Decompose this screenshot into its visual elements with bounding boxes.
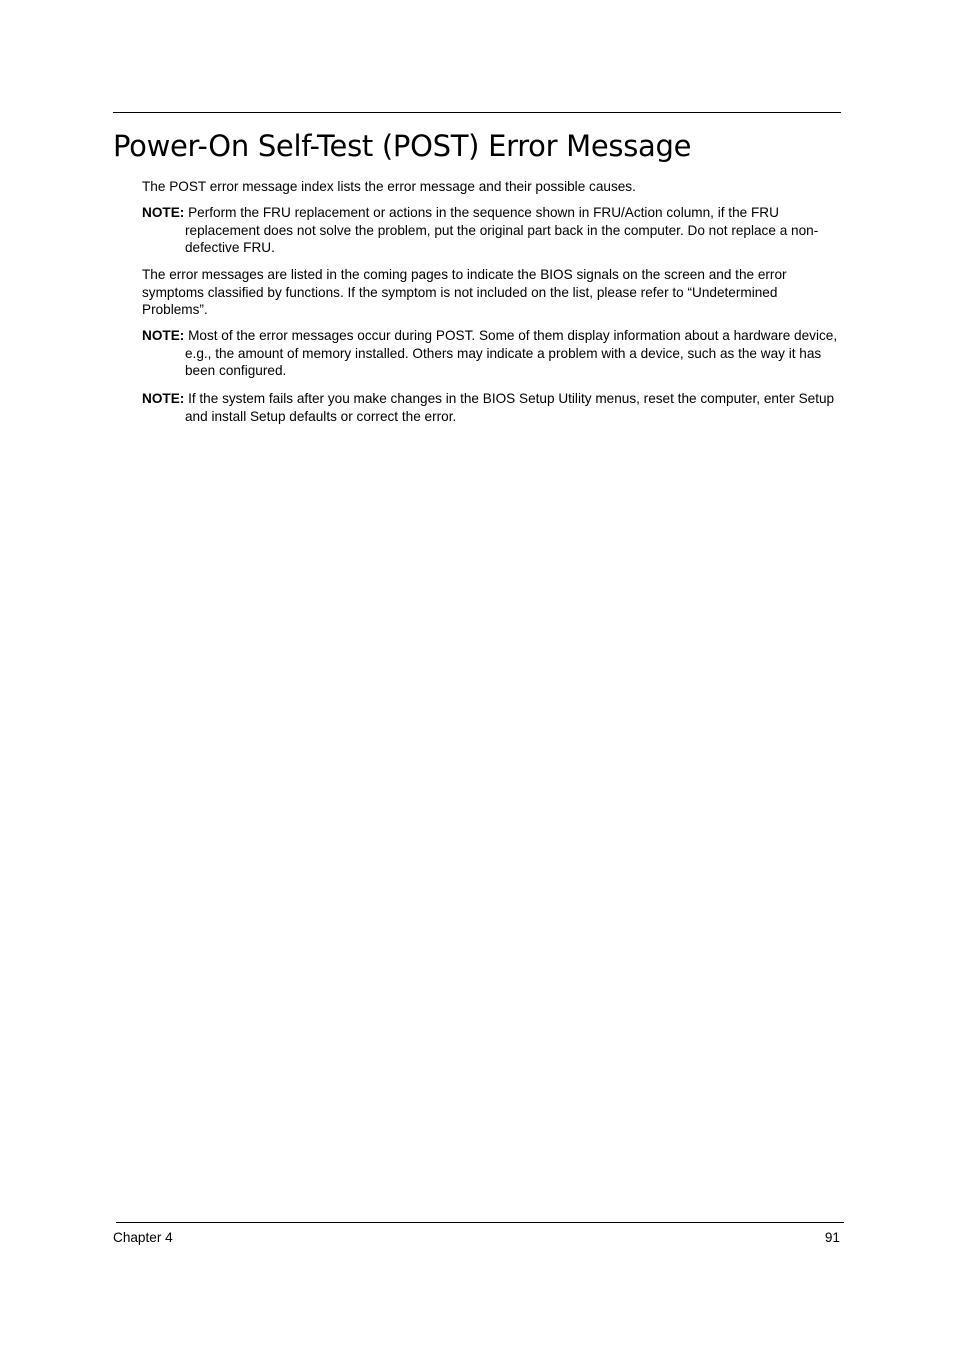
footer-chapter: Chapter 4 — [113, 1230, 173, 1245]
header-rule — [113, 112, 841, 113]
note-text: Perform the FRU replacement or actions in the sequence shown in FRU/Action column, if the FRU replacement does not solve the problem, put the original part back in the computer. Do not replace a non-defective FRU. — [185, 205, 819, 256]
note-label: NOTE: — [142, 328, 185, 343]
note-paragraph — [142, 390, 842, 425]
note-post-messages — [142, 327, 842, 380]
note-paragraph — [142, 327, 842, 380]
footer-page-number: 91 — [824, 1230, 840, 1245]
note-bios-setup — [142, 390, 842, 425]
note-text: If the system fails after you make changes in the BIOS Setup Utility menus, reset the computer, enter Setup and install Setup defaults or correct the error. — [185, 391, 835, 424]
messages-section — [142, 266, 842, 319]
intro-section — [142, 178, 842, 196]
note-paragraph — [142, 204, 842, 257]
intro-paragraph: The POST error message index lists the error message and their possible causes. — [142, 179, 636, 194]
note-fru-replacement — [142, 204, 842, 257]
footer-rule — [116, 1222, 844, 1223]
page-title: Power-On Self-Test (POST) Error Message — [113, 129, 692, 163]
note-label: NOTE: — [142, 391, 185, 406]
note-label: NOTE: — [142, 205, 185, 220]
messages-paragraph: The error messages are listed in the coming pages to indicate the BIOS signals on the screen and the error symptoms classified by functions. If the symptom is not included on the list, please refer to “Undetermined Problems”. — [142, 267, 787, 318]
note-text: Most of the error messages occur during POST. Some of them display information about a hardware device, e.g., the amount of memory installed. Others may indicate a problem with a device, such as the way it has been configured. — [185, 328, 838, 379]
